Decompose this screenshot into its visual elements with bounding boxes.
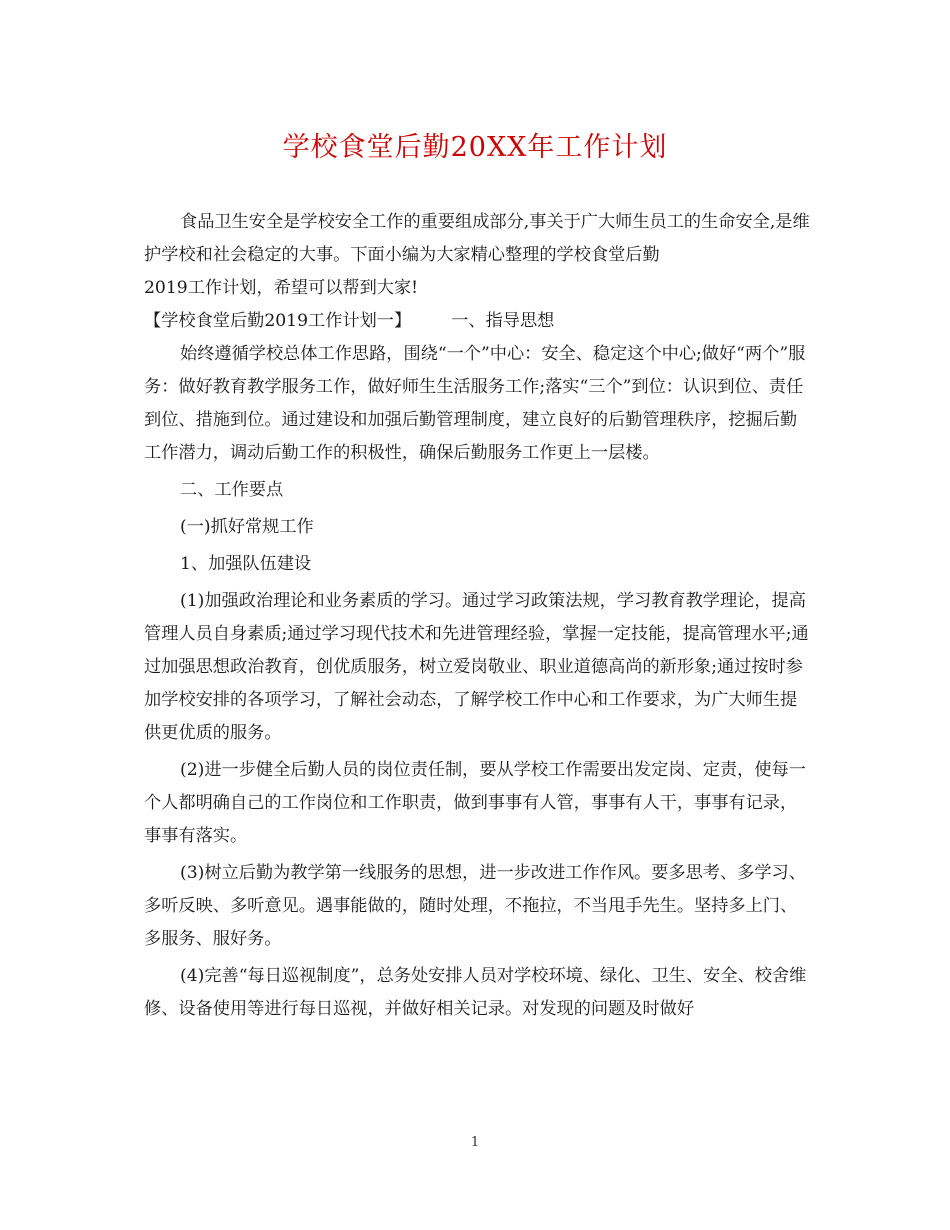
heading-team-building: 1、加强队伍建设 bbox=[180, 554, 312, 574]
page-number: 1 bbox=[470, 1135, 480, 1150]
item-paragraph-4: (4)完善“每日巡视制度”，总务处安排人员对学校环境、绿化、卫生、安全、校舍维修、设备使用等进行每日巡视，并做好相关记录。对发现的问题及时做好 bbox=[144, 966, 807, 1019]
item-paragraph-2: (2)进一步健全后勤人员的岗位责任制，要从学校工作需要出发定岗、定责，使每一个人都明确自己的工作岗位和工作职责，做到事事有人管，事事有人干，事事有记录，事事有落实。 bbox=[144, 760, 806, 846]
item-paragraph-1: (1)加强政治理论和业务素质的学习。通过学习政策法规，学习教育教学理论，提高管理人员自身素质;通过学习现代技术和先进管理经验，掌握一定技能，提高管理水平;通过加强思想政治教育，创优质服务，树立爱岗敬业、职业道德高尚的新形象;通过按时参加学校安排的各项学习，了解社会动态，了解学校工作中心和工作要求，为广大师生提供更优质的服务。 bbox=[144, 591, 809, 743]
document-body bbox=[144, 206, 810, 1026]
intro-paragraph-end: 2019工作计划，希望可以帮到大家! bbox=[144, 278, 419, 298]
item-paragraph-3: (3)树立后勤为教学第一线服务的思想，进一步改进工作作风。要多思考、多学习、多听反映、多听意见。遇事能做的，随时处理，不拖拉，不当甩手先生。坚持多上门、多服务、服好务。 bbox=[144, 863, 806, 949]
heading-routine-work: (一)抓好常规工作 bbox=[180, 517, 314, 537]
document-title: 学校食堂后勤20XX年工作计划 bbox=[282, 132, 668, 163]
guiding-paragraph: 始终遵循学校总体工作思路，围绕“一个”中心：安全、稳定这个中心;做好“两个”服务：做好教育教学服务工作，做好师生生活服务工作;落实“三个”到位：认识到位、责任到位、措施到位。通过建设和加强后勤管理制度，建立良好的后勤管理秩序，挖掘后勤工作潜力，调动后勤工作的积极性，确保后勤服务工作更上一层楼。 bbox=[144, 344, 806, 463]
heading-guiding-ideology: 一、指导思想 bbox=[451, 311, 555, 331]
section-label: 【学校食堂后勤2019工作计划一】 bbox=[144, 311, 412, 331]
section-header-line bbox=[144, 305, 810, 338]
intro-paragraph: 食品卫生安全是学校安全工作的重要组成部分,事关于广大师生员工的生命安全,是维护学校和社会稳定的大事。下面小编为大家精心整理的学校食堂后勤 bbox=[144, 212, 810, 265]
heading-work-points: 二、工作要点 bbox=[180, 480, 284, 500]
